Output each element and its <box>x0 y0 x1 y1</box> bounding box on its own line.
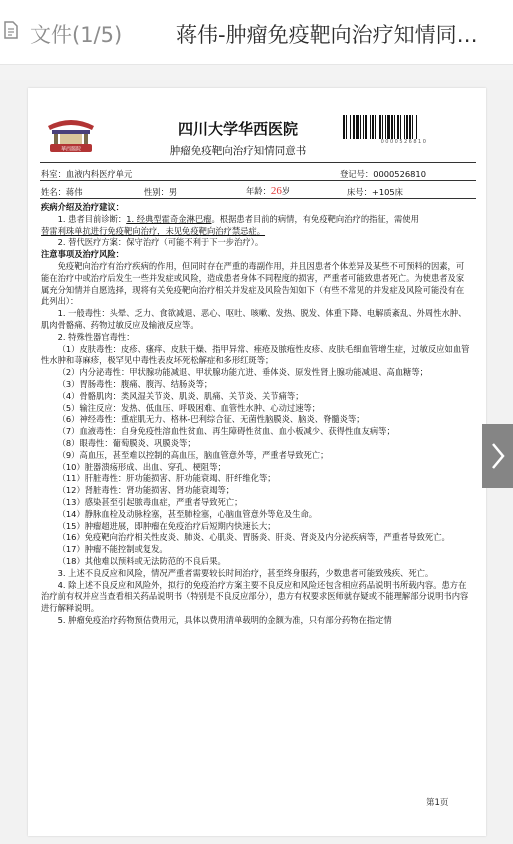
barcode-bar <box>397 115 399 139</box>
divider-line <box>40 162 476 163</box>
age-unit: 岁 <box>281 186 291 196</box>
diagnosis-text: 1. 经典型霍奇金淋巴瘤 <box>126 213 212 224</box>
list-item: （8）眼毒性：葡萄膜炎、巩膜炎等； <box>57 437 196 448</box>
barcode <box>341 115 467 139</box>
barcode-bar <box>375 115 376 139</box>
patient-name-field: 姓名：蒋伟 <box>41 187 83 197</box>
registration-field: 登记号：0000526810 <box>340 169 426 179</box>
document-icon[interactable] <box>4 21 18 39</box>
svg-text:華西醫院: 華西醫院 <box>60 146 82 153</box>
barcode-bar <box>370 115 371 139</box>
section-heading: 注意事项及治疗风险： <box>41 249 124 260</box>
barcode-bar <box>356 115 359 139</box>
barcode-number: 0000526810 <box>380 139 428 145</box>
top-bar <box>0 0 513 65</box>
barcode-bar <box>363 115 364 139</box>
age-label: 年龄： <box>246 186 271 196</box>
list-item: （3）胃肠毒性：腹痛、腹泻、结肠炎等； <box>57 378 213 389</box>
barcode-bar <box>379 115 381 139</box>
divider-line <box>40 198 476 199</box>
barcode-bar <box>385 115 386 139</box>
list-item: （5）输注反应：发热、低血压、呼吸困难、血管性水肿、心动过速等； <box>57 402 321 413</box>
consent-body <box>41 202 471 627</box>
list-item: （9）高血压，甚至难以控制的高血压，脑血管意外等，严重者导致死亡； <box>57 449 329 460</box>
bed-field: 床号：+105床 <box>347 187 403 197</box>
list-item: （13）感染甚至引起脓毒血症，严重者导致死亡； <box>57 496 243 507</box>
paragraph: 2. 替代医疗方案：保守治疗（可能不利于下一步治疗）。 <box>57 237 264 248</box>
form-title: 肿瘤免疫靶向治疗知情同意书 <box>169 145 307 157</box>
barcode-bar <box>346 115 347 139</box>
paragraph: 1. 一般毒性：头晕、乏力、食欲减退、恶心、呕吐、咳嗽、发热、脱发、体重下降、电解质紊乱、外周性水肿、肌肉骨骼痛、药物过敏反应及输液反应等。 <box>41 308 467 330</box>
next-page-button[interactable] <box>482 424 513 488</box>
paragraph: 2. 特殊性器官毒性： <box>57 331 135 342</box>
barcode-bar <box>343 115 345 139</box>
document-title: 蒋伟-肿瘤免疫靶向治疗知情同… <box>176 23 478 47</box>
department-field: 科室：血液内科医疗单元 <box>41 169 133 179</box>
list-item: （7）血液毒性：自身免疫性溶血性贫血、再生障碍性贫血、血小板减少、获得性血友病等； <box>57 426 395 437</box>
paragraph: 替雷利珠单抗进行免疫靶向治疗，未见免疫靶向治疗禁忌症。 <box>41 225 266 236</box>
list-item: （1）皮肤毒性：皮疹、瘙痒、皮肤干燥、指甲异常、痤疮及脓疱性皮疹、皮肤毛细血管增生症，过敏反应如血管性水肿和荨麻疹，极罕见中毒性表皮坏死松解症和多形红斑等； <box>41 343 470 366</box>
barcode-bar <box>400 115 401 139</box>
section-heading: 疾病介绍及治疗建议： <box>41 202 124 212</box>
barcode-bar <box>404 115 405 139</box>
barcode-bar <box>416 115 417 139</box>
list-item: （2）内分泌毒性：甲状腺功能减退、甲状腺功能亢进、垂体炎、原发性肾上腺功能减退、高血糖等； <box>57 367 428 378</box>
divider-line <box>40 180 476 181</box>
list-item: （14）静脉血栓及动脉栓塞，甚至肺栓塞，心脑血管意外等危及生命。 <box>57 508 318 519</box>
barcode-bar <box>360 115 361 139</box>
barcode-bar <box>372 115 374 139</box>
barcode-bar <box>406 115 408 139</box>
barcode-bar <box>409 115 411 139</box>
paragraph: 免疫靶向治疗有治疗疾病的作用，但同时存在严重的毒副作用，并且因患者个体差异及某些不可预料的因素，可能在治疗中或治疗后发生一些并发症或风险，造成患者身体不同程度的损害，严重者可能致患者死亡。为使患者及家属充分知情并自愿选择，现将有关免疫靶向治疗相关并发症及风险告知如下（有些不常见的并发症及风险可能没有在此列出）： <box>41 260 465 307</box>
hospital-name: 四川大学华西医院 <box>177 120 298 138</box>
list-item: （12）肾脏毒性：肾功能损害、肾功能衰竭等； <box>57 485 235 496</box>
chevron-right-icon <box>490 441 506 471</box>
paragraph: 3. 上述不良反应和风险，情况严重者需要较长时间治疗，甚至终身服药，少数患者可能致残疾、死亡。 <box>57 567 434 578</box>
paragraph: 4. 除上述不良反应和风险外，拟行的免疫治疗方案主要不良反应和风险还包含相应药品说明书所载内容。患方在治疗前有权并应当查看相关药品说明书（特别是不良反应部分），患方有权要求医师就存疑或不能理解部分说明书内容进行解释说明。 <box>41 579 469 614</box>
document-page <box>28 88 486 836</box>
barcode-bar <box>412 115 413 139</box>
list-item: （6）神经毒性：重症肌无力、格林-巴利综合征、无菌性脑膜炎、脑炎、脊髓炎等； <box>57 414 365 425</box>
page-number: 第1页 <box>426 798 449 808</box>
age-field <box>246 185 290 197</box>
age-value: 26 <box>270 185 282 197</box>
list-item: （18）其他难以预料或无法防范的不良后果。 <box>57 555 226 566</box>
barcode-bar <box>394 115 395 139</box>
list-item: （15）肿瘤超进展，即肿瘤在免疫治疗后短期内快速长大； <box>57 520 276 531</box>
file-counter-title[interactable]: 文件(1/5) <box>30 23 123 47</box>
list-item: （10）脏器溃疡形成、出血、穿孔、梗阻等； <box>57 461 226 472</box>
barcode-bar <box>387 115 390 139</box>
barcode-bar <box>350 115 351 139</box>
list-item: （4）骨骼肌肉：类风湿关节炎、肌炎、肌痛、关节炎、关节痛等； <box>57 390 304 401</box>
list-item: （17）肿瘤不能控制或复发。 <box>57 544 168 555</box>
list-item: （16）免疫靶向治疗相关性皮炎、肺炎、心肌炎、胃肠炎、肝炎、肾炎及内分泌疾病等，严重者导致死亡。 <box>57 532 450 543</box>
hospital-logo <box>44 112 98 156</box>
top-strip <box>0 65 513 80</box>
gender-field: 性别：男 <box>144 187 178 197</box>
list-item: （11）肝脏毒性：肝功能损害、肝功能衰竭、肝纤维化等； <box>57 473 276 484</box>
barcode-bar <box>365 115 367 139</box>
paragraph: 5. 肿瘤免疫治疗药物预估费用元，具体以费用清单载明的金额为准，只有部分药物在指定情 <box>57 614 392 625</box>
barcode-bar <box>353 115 355 139</box>
paragraph: 1. 患者目前诊断：1. 经典型霍奇金淋巴瘤。根据患者目前的病情，有免疫靶向治疗的指征，需使用 <box>57 213 419 224</box>
barcode-bar <box>391 115 393 139</box>
barcode-bar <box>382 115 383 139</box>
